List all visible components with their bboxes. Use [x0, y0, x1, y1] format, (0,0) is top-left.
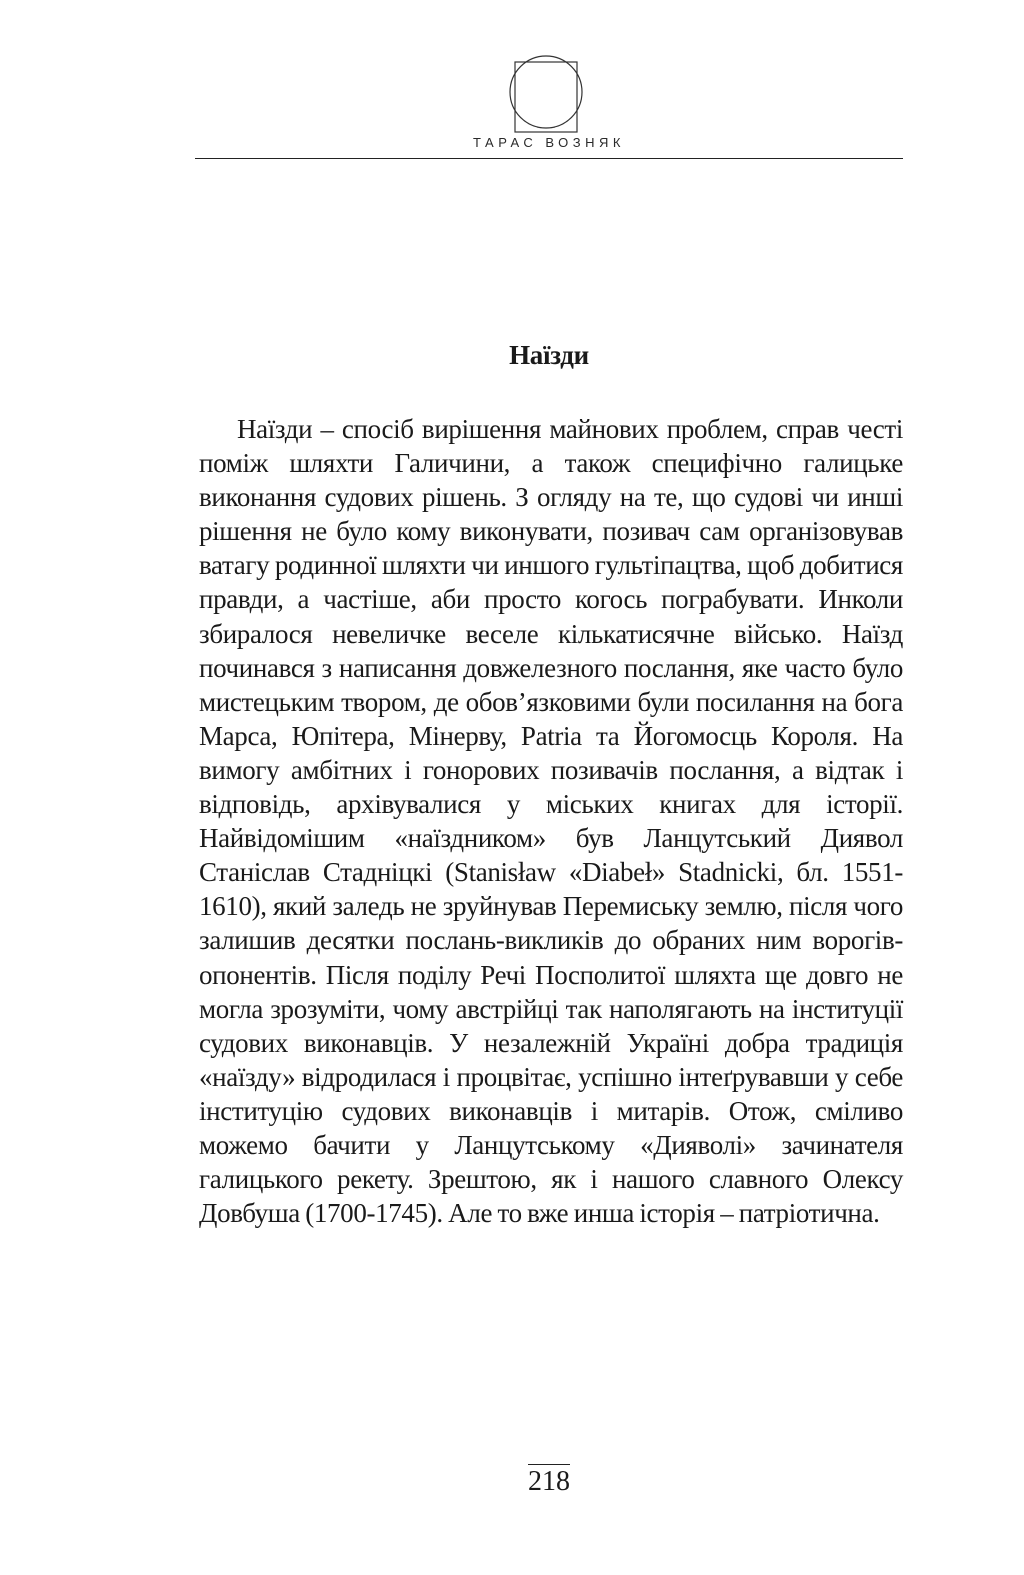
body-paragraph: Наїзди – спосіб вирішення майнових проблем, справ честі поміж шляхти Галичини, а також специфічно галицьке виконання судових рішень. З огляду на те, що судові чи инші рішення не було кому виконувати, позивач сам організовував ватагу родинної шляхти чи иншого гультіпацтва, щоб добитися правди, а частіше, аби просто когось пограбувати. Инколи збиралося невеличке веселе кількатисячне військо. Наїзд починався з написання довжелезного послання, яке часто було мистецьким твором, де обов’язковими були посилання на бога Марса, Юпітера, Мінерву, Patria та Йогомосць Короля. На вимогу амбітних і гонорових позивачів послання, а відтак і відповідь, архівувалися у міських книгах для історії. Найвідомішим «наїздником» був Ланцутський Диявол Станіслав Стадніцкі (Stanisław «Diabeł» Stadnicki, бл. 1551-1610), який заледь не зруйнував Перемиську землю, після чого залишив десятки послань-викликів до обраних ним ворогів-опонентів. Після поділу Речі Посполитої шляхта ще довго не могла зрозуміти, чому австрійці так наполягають на інституції судових виконавців. У незалежній Україні добра традиція «наїзду» відродилася і процвітає, успішно інтеґрувавши у себе інституцію судових виконавців і митарів. Отож, сміливо можемо бачити у Ланцутському «Дияволі» зачинателя галицького рекету. Зрештою, як і нашого славного Олексу Довбуша (1700-1745). Але то вже инша історія – патріотична.: [199, 414, 903, 1229]
chapter-title: Наїзди: [509, 340, 589, 370]
running-head-author: ТАРАС ВОЗНЯК: [473, 135, 625, 150]
page-number: [195, 1464, 903, 1498]
header-divider: [195, 158, 903, 159]
circle-square-emblem-icon: [505, 46, 587, 134]
page-number-value: 218: [528, 1466, 570, 1497]
